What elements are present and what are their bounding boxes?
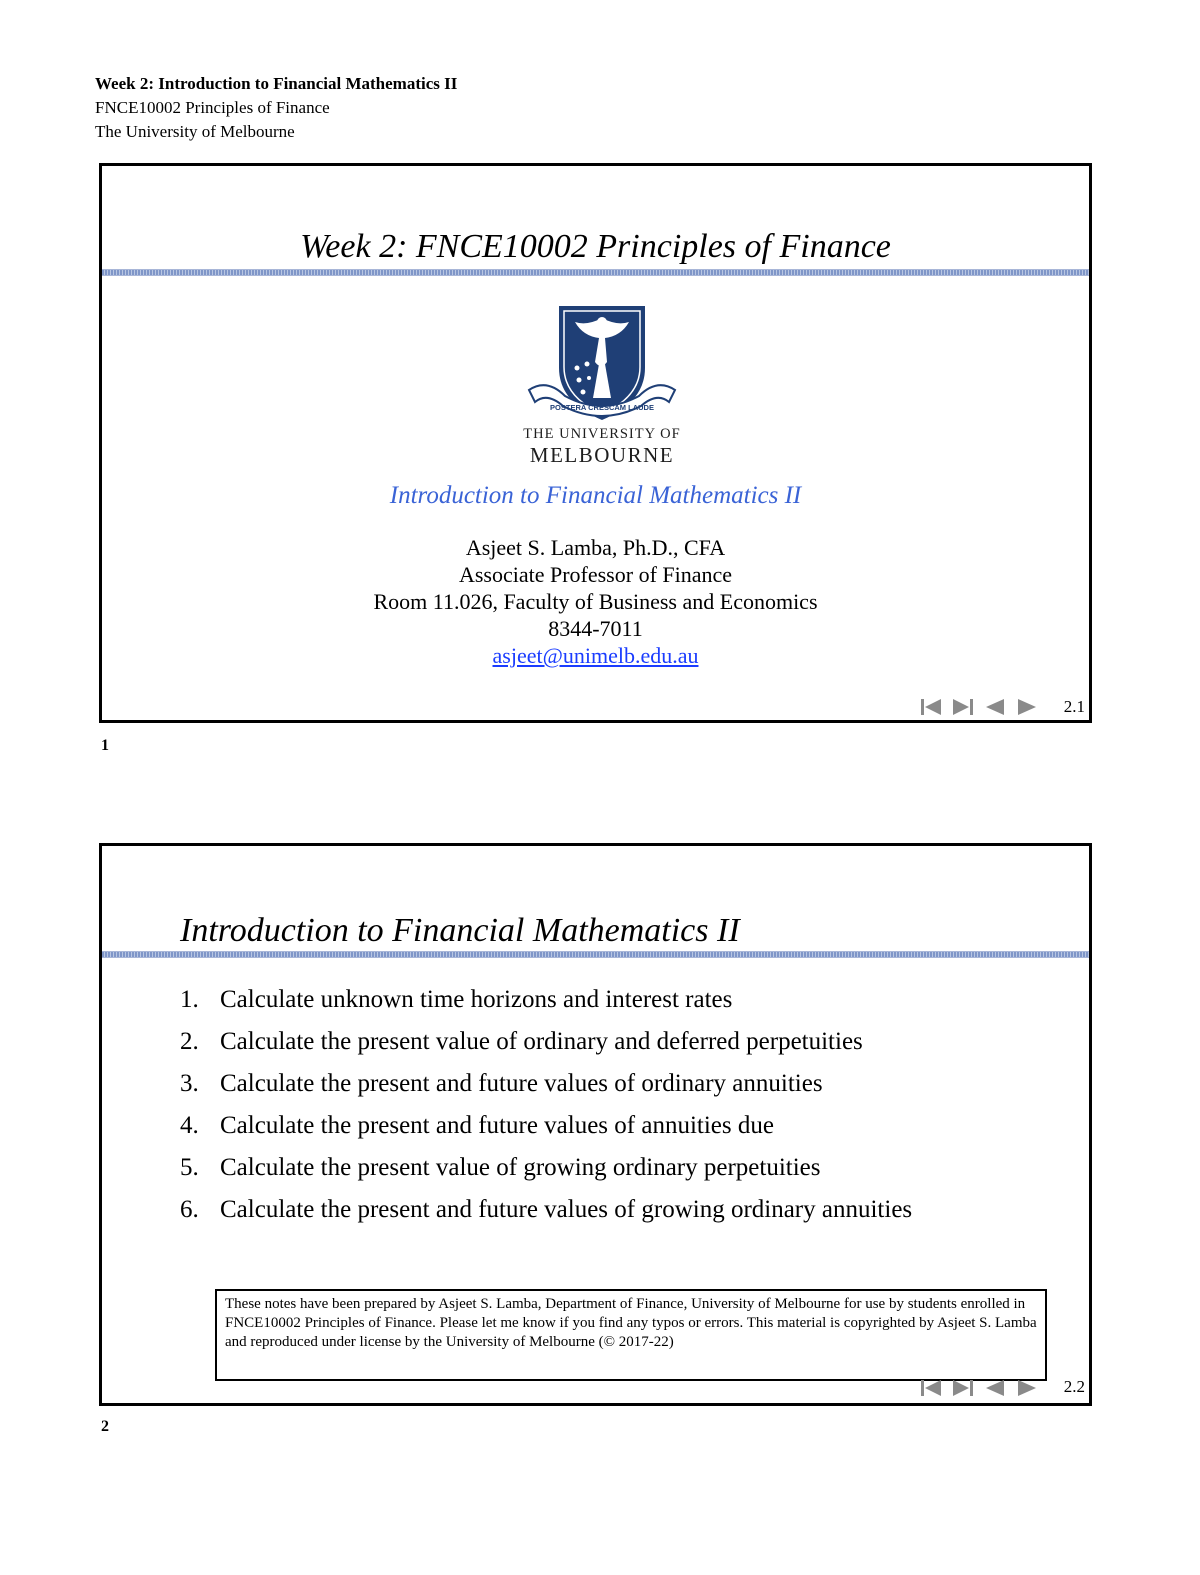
item-text: Calculate the present and future values of ordinary annuities (220, 1070, 823, 1097)
author-name: Asjeet S. Lamba, Ph.D., CFA (465, 535, 726, 560)
title-divider (102, 951, 1089, 958)
list-item (180, 1063, 912, 1105)
author-info (102, 534, 1089, 669)
next-slide-icon[interactable] (1015, 697, 1039, 717)
slide-title: Week 2: FNCE10002 Principles of Finance (300, 228, 891, 265)
document-title: Week 2: Introduction to Financial Mathematics II (95, 74, 458, 93)
author-position: Associate Professor of Finance (458, 562, 733, 587)
list-item (180, 1189, 912, 1231)
logo-text-line1: THE UNIVERSITY OF (523, 426, 681, 442)
item-number: 1. (180, 986, 199, 1013)
page-number: 2 (101, 1418, 109, 1435)
last-slide-icon[interactable] (951, 697, 975, 717)
last-slide-icon[interactable] (951, 1378, 975, 1398)
author-room: Room 11.026, Faculty of Business and Economics (373, 589, 818, 614)
list-item (180, 979, 912, 1021)
item-text: Calculate the present value of growing ordinary perpetuities (220, 1154, 821, 1181)
item-number: 4. (180, 1112, 199, 1139)
slide-1 (99, 163, 1092, 723)
previous-slide-icon[interactable] (983, 1378, 1007, 1398)
item-text: Calculate the present and future values of growing ordinary annuities (220, 1196, 913, 1223)
list-item (180, 1021, 912, 1063)
first-slide-icon[interactable] (919, 697, 943, 717)
slide-title: Introduction to Financial Mathematics II (180, 912, 740, 949)
slide-navigation (919, 696, 1039, 718)
list-item (180, 1105, 912, 1147)
page-header (95, 72, 457, 144)
item-text: Calculate the present value of ordinary and deferred perpetuities (220, 1028, 863, 1055)
item-number: 2. (180, 1028, 199, 1055)
item-number: 3. (180, 1070, 199, 1097)
logo-text-line2: MELBOURNE (529, 443, 675, 467)
slide-navigation (919, 1377, 1039, 1399)
item-number: 6. (180, 1196, 199, 1223)
page-number: 1 (101, 737, 109, 754)
learning-objectives-list (180, 979, 912, 1231)
slide-number: 2.1 (1063, 697, 1085, 716)
slide-2 (99, 843, 1092, 1406)
motto-text: POSTERA CRESCAM LAUDE (550, 403, 654, 412)
item-text: Calculate unknown time horizons and interest rates (220, 986, 733, 1013)
university-name: The University of Melbourne (95, 122, 295, 141)
author-phone: 8344-7011 (548, 616, 643, 641)
item-text: Calculate the present and future values of annuities due (220, 1112, 774, 1139)
author-email-link[interactable]: asjeet@unimelb.edu.au (492, 643, 699, 668)
list-item (180, 1147, 912, 1189)
course-name: FNCE10002 Principles of Finance (95, 98, 330, 117)
slide-number: 2.2 (1063, 1377, 1085, 1396)
copyright-notice: These notes have been prepared by Asjeet S. Lamba, Department of Finance, University of Melbourne for use by students enrolled in FNCE10002 Principles of Finance. Please let me know if you find any typos or errors. This material is copyrighted by Asjeet S. Lamba and reproduced under license by the University of Melbourne (© 2017-22) (215, 1289, 1047, 1381)
first-slide-icon[interactable] (919, 1378, 943, 1398)
previous-slide-icon[interactable] (983, 697, 1007, 717)
item-number: 5. (180, 1154, 199, 1181)
next-slide-icon[interactable] (1015, 1378, 1039, 1398)
title-divider (102, 269, 1089, 276)
slide-subtitle: Introduction to Financial Mathematics II (389, 482, 802, 509)
university-logo (507, 298, 697, 468)
